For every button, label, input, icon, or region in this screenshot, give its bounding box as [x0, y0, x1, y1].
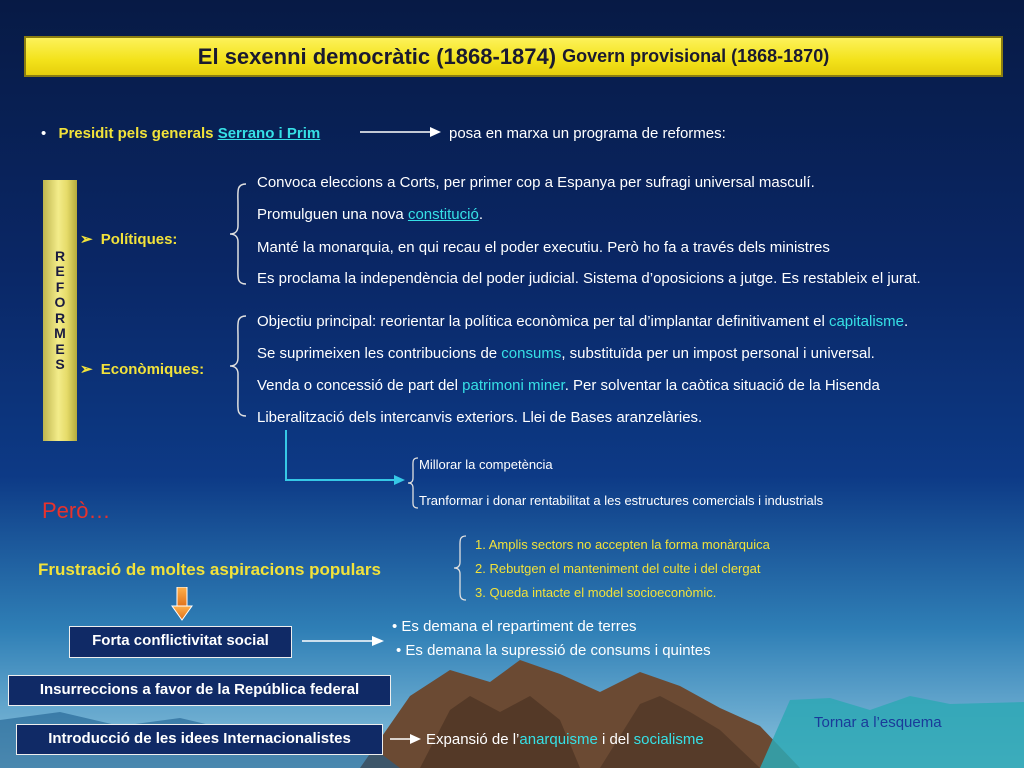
brace-liberalitzacio — [406, 456, 420, 510]
serrano-prim-link[interactable]: Serrano i Prim — [217, 125, 321, 142]
reformes-letter: R — [54, 247, 66, 264]
economiques-item-2-a: Se suprimeixen les contribucions de — [257, 345, 502, 362]
brace-politiques — [228, 182, 248, 286]
capitalisme-link[interactable]: capitalisme — [828, 313, 904, 330]
conflictivitat-item-2: • Es demana la supressió de consums i quintes — [396, 642, 711, 659]
economiques-item-3-b: . Per solventar la caòtica situació de la Hisenda — [564, 377, 880, 394]
tornar-esquema-link[interactable]: Tornar a l’esquema — [814, 714, 942, 731]
intro-bullet: • — [41, 125, 47, 142]
reformes-letter: E — [55, 263, 65, 279]
internacional-result-b: i del — [597, 731, 634, 748]
consums-link[interactable]: consums — [501, 345, 562, 362]
reformes-letter: F — [55, 278, 65, 295]
reformes-letter: M — [54, 325, 66, 341]
economiques-item-3 — [257, 377, 880, 394]
politiques-item-2-end: . — [478, 206, 483, 223]
reformes-letter: E — [55, 340, 65, 357]
frustracio-label: Frustració de moltes aspiracions populars — [38, 560, 381, 579]
economiques-item-2-b: , substituïda per un impost personal i universal. — [561, 345, 875, 362]
economiques-item-1-a: Objectiu principal: reorientar la política econòmica per tal d’implantar definitivament el — [257, 313, 829, 330]
politiques-item-1: Convoca eleccions a Corts, per primer cop a Espanya per sufragi universal masculí. — [257, 174, 815, 191]
pero-heading: Però… — [42, 498, 111, 523]
down-arrow-icon — [171, 587, 193, 621]
economiques-item-3-a: Venda o concessió de part del — [257, 377, 463, 394]
economiques-label-row — [80, 360, 204, 378]
politiques-label-row — [80, 230, 177, 248]
reformes-letter: S — [55, 356, 65, 372]
frustracio-item-3: 3. Queda intacte el model socioeconòmic. — [475, 585, 717, 600]
socialisme-link[interactable]: socialisme — [633, 731, 704, 748]
brace-frustracio — [452, 534, 468, 602]
economiques-item-1 — [257, 313, 908, 330]
economiques-label: Econòmiques: — [100, 361, 205, 378]
intro-lead: Presidit pels generals — [58, 125, 218, 142]
constitucio-link[interactable]: constitució — [407, 206, 479, 223]
title-bar — [24, 36, 1003, 77]
frustracio-item-2: 2. Rebutgen el manteniment del culte i del clergat — [475, 561, 761, 576]
liberalitzacio-item-1: Millorar la competència — [419, 457, 553, 472]
economiques-item-2 — [257, 345, 875, 362]
intro-result: posa en marxa un programa de reformes: — [449, 125, 726, 142]
conflictivitat-box: Forta conflictivitat social — [69, 626, 292, 658]
arrow-icon — [390, 733, 422, 745]
insurreccions-box: Insurreccions a favor de la República federal — [8, 675, 391, 706]
page-subtitle: Govern provisional (1868-1870) — [562, 46, 830, 66]
connector-arrow — [280, 428, 410, 486]
politiques-item-2 — [257, 206, 483, 223]
economiques-marker: ➢ — [80, 361, 93, 378]
politiques-label: Polítiques: — [100, 231, 178, 248]
arrow-icon — [302, 634, 386, 648]
economiques-item-1-b: . — [903, 313, 909, 330]
internacional-result — [426, 731, 704, 748]
intro-line — [41, 125, 320, 142]
internacional-result-a: Expansió de l’ — [426, 731, 520, 748]
reformes-letter: R — [54, 309, 66, 326]
politiques-item-3: Manté la monarquia, en qui recau el poder executiu. Però ho fa a través dels ministres — [257, 239, 830, 256]
page-title: El sexenni democràtic (1868-1874) — [197, 43, 557, 69]
internacionalistes-box: Introducció de les idees Internacionalistes — [16, 724, 383, 755]
reformes-bar — [43, 180, 77, 441]
economiques-item-4: Liberalització dels intercanvis exteriors. Llei de Bases aranzelàries. — [257, 409, 703, 426]
anarquisme-link[interactable]: anarquisme — [519, 731, 598, 748]
liberalitzacio-item-2: Tranformar i donar rentabilitat a les estructures comercials i industrials — [419, 493, 824, 508]
frustracio-item-1: 1. Amplis sectors no accepten la forma monàrquica — [475, 537, 770, 552]
reformes-letter: O — [54, 294, 66, 310]
brace-economiques — [228, 314, 248, 418]
politiques-item-2-text: Promulguen una nova — [257, 206, 408, 223]
politiques-marker: ➢ — [80, 231, 93, 248]
politiques-item-4: Es proclama la independència del poder judicial. Sistema d’oposicions a jutge. Es restableix el jurat. — [257, 270, 921, 287]
arrow-icon — [360, 126, 442, 138]
conflictivitat-item-1: • Es demana el repartiment de terres — [392, 618, 637, 635]
patrimoni-miner-link[interactable]: patrimoni miner — [462, 377, 565, 394]
